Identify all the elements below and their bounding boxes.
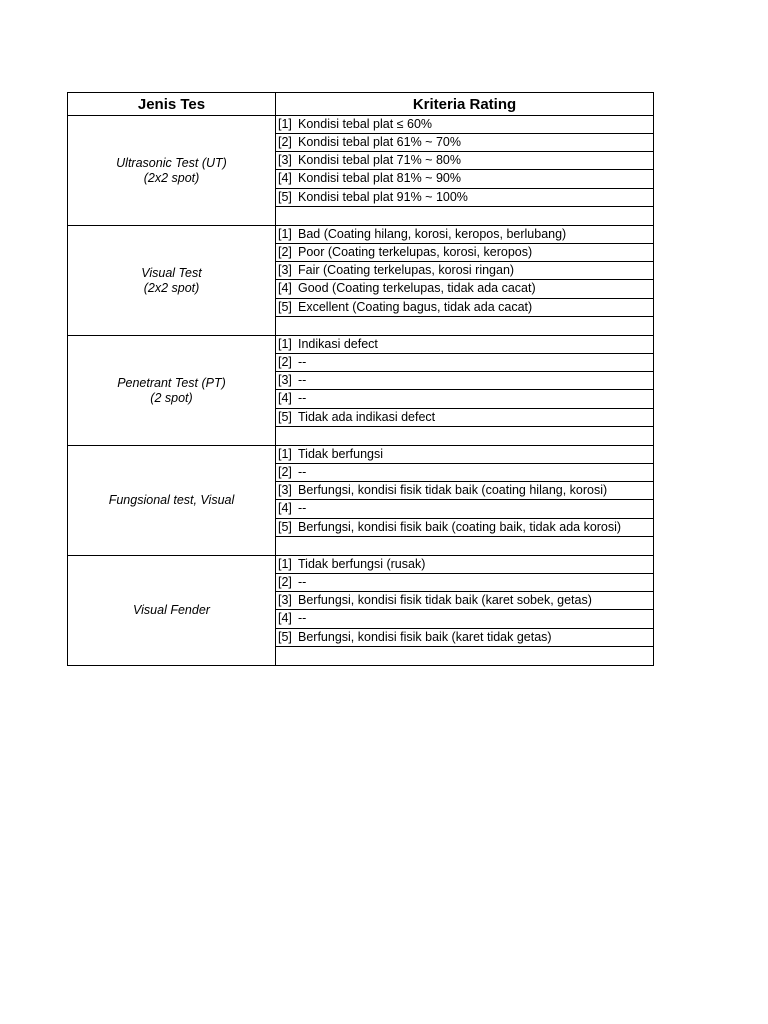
- criteria-row: [276, 592, 653, 610]
- criteria-text: Bad (Coating hilang, korosi, keropos, berlubang): [298, 227, 567, 241]
- test-type-name: Ultrasonic Test (UT): [116, 155, 227, 170]
- criteria-row: [276, 152, 653, 170]
- criteria-list: [276, 226, 653, 335]
- table-header: [67, 92, 654, 116]
- criteria-number: [4]: [278, 611, 292, 626]
- criteria-text: Indikasi defect: [298, 337, 378, 351]
- criteria-number: [2]: [278, 135, 292, 150]
- criteria-row: [276, 134, 653, 152]
- test-type-spot: (2 spot): [150, 390, 193, 405]
- criteria-text: Tidak ada indikasi defect: [298, 409, 436, 424]
- criteria-number: [1]: [278, 227, 292, 241]
- criteria-text: Good (Coating terkelupas, tidak ada cacat): [298, 281, 536, 296]
- criteria-row: [276, 280, 653, 298]
- criteria-number: [4]: [278, 171, 292, 186]
- header-kriteria-rating: Kriteria Rating: [412, 95, 517, 113]
- criteria-number: [4]: [278, 391, 292, 406]
- criteria-number: [5]: [278, 409, 292, 424]
- criteria-text: Fair (Coating terkelupas, korosi ringan): [298, 263, 515, 278]
- criteria-row: [276, 610, 653, 628]
- test-type-cell: [68, 116, 276, 225]
- criteria-row: [276, 574, 653, 592]
- criteria-text: Kondisi tebal plat 81% ~ 90%: [298, 171, 461, 186]
- criteria-text: --: [298, 391, 307, 406]
- criteria-row: [276, 189, 653, 207]
- criteria-row: [276, 556, 653, 574]
- criteria-number: [2]: [278, 465, 292, 480]
- criteria-number: [3]: [278, 153, 292, 168]
- criteria-number: [3]: [278, 483, 292, 498]
- test-type-name: Visual Fender: [133, 603, 210, 617]
- test-type-name: Visual Test: [141, 265, 202, 280]
- empty-row: [276, 207, 653, 225]
- criteria-text: Tidak berfungsi (rusak): [298, 557, 426, 571]
- rating-table: [67, 92, 654, 666]
- criteria-number: [5]: [278, 189, 292, 204]
- criteria-text: --: [298, 373, 307, 388]
- test-type-spot: (2x2 spot): [143, 170, 200, 185]
- criteria-row: [276, 372, 653, 390]
- criteria-row: [276, 262, 653, 280]
- criteria-text: --: [298, 355, 307, 370]
- criteria-number: [2]: [278, 355, 292, 370]
- criteria-row: [276, 446, 653, 464]
- criteria-number: [1]: [278, 557, 292, 571]
- empty-row: [276, 647, 653, 665]
- criteria-number: [4]: [278, 281, 292, 296]
- empty-row: [276, 317, 653, 335]
- test-group: [67, 226, 654, 336]
- criteria-number: [1]: [278, 117, 292, 131]
- test-type-cell: [68, 556, 276, 665]
- criteria-number: [2]: [278, 245, 292, 260]
- criteria-text: Berfungsi, kondisi fisik tidak baik (karet sobek, getas): [298, 593, 592, 608]
- criteria-list: [276, 446, 653, 555]
- test-group: [67, 556, 654, 666]
- criteria-row: [276, 170, 653, 188]
- test-type-cell: [68, 226, 276, 335]
- criteria-text: Tidak berfungsi: [298, 447, 383, 461]
- criteria-row: [276, 629, 653, 647]
- criteria-text: Berfungsi, kondisi fisik baik (karet tidak getas): [298, 629, 552, 644]
- test-type-spot: (2x2 spot): [143, 280, 200, 295]
- criteria-text: Poor (Coating terkelupas, korosi, keropos): [298, 245, 533, 260]
- criteria-text: --: [298, 465, 307, 480]
- criteria-number: [3]: [278, 373, 292, 388]
- criteria-number: [1]: [278, 337, 292, 351]
- criteria-row: [276, 500, 653, 518]
- test-type-name: Penetrant Test (PT): [117, 375, 226, 390]
- criteria-row: [276, 226, 653, 244]
- criteria-text: Excellent (Coating bagus, tidak ada cacat): [298, 299, 533, 314]
- criteria-row: [276, 336, 653, 354]
- empty-row: [276, 427, 653, 445]
- empty-row: [276, 537, 653, 555]
- criteria-text: Kondisi tebal plat ≤ 60%: [298, 117, 433, 131]
- criteria-text: Berfungsi, kondisi fisik baik (coating baik, tidak ada korosi): [298, 519, 622, 534]
- criteria-row: [276, 482, 653, 500]
- criteria-row: [276, 409, 653, 427]
- criteria-text: Berfungsi, kondisi fisik tidak baik (coating hilang, korosi): [298, 483, 608, 498]
- criteria-number: [5]: [278, 519, 292, 534]
- test-group: [67, 336, 654, 446]
- criteria-list: [276, 116, 653, 225]
- criteria-row: [276, 299, 653, 317]
- criteria-row: [276, 354, 653, 372]
- table-body: [67, 116, 654, 666]
- test-group: [67, 116, 654, 226]
- test-type-cell: [68, 446, 276, 555]
- criteria-row: [276, 519, 653, 537]
- criteria-row: [276, 390, 653, 408]
- header-jenis-tes: Jenis Tes: [68, 93, 276, 115]
- criteria-text: Kondisi tebal plat 61% ~ 70%: [298, 135, 461, 150]
- criteria-list: [276, 556, 653, 665]
- criteria-text: Kondisi tebal plat 91% ~ 100%: [298, 189, 468, 204]
- criteria-text: --: [298, 501, 307, 516]
- criteria-number: [5]: [278, 299, 292, 314]
- criteria-number: [3]: [278, 593, 292, 608]
- test-group: [67, 446, 654, 556]
- test-type-cell: [68, 336, 276, 445]
- criteria-row: [276, 244, 653, 262]
- criteria-row: [276, 464, 653, 482]
- criteria-text: Kondisi tebal plat 71% ~ 80%: [298, 153, 461, 168]
- criteria-list: [276, 336, 653, 445]
- criteria-row: [276, 116, 653, 134]
- criteria-number: [1]: [278, 447, 292, 461]
- criteria-number: [3]: [278, 263, 292, 278]
- criteria-number: [2]: [278, 575, 292, 590]
- criteria-number: [4]: [278, 501, 292, 516]
- criteria-text: --: [298, 611, 307, 626]
- test-type-name: Fungsional test, Visual: [108, 493, 235, 507]
- criteria-text: --: [298, 575, 307, 590]
- criteria-number: [5]: [278, 629, 292, 644]
